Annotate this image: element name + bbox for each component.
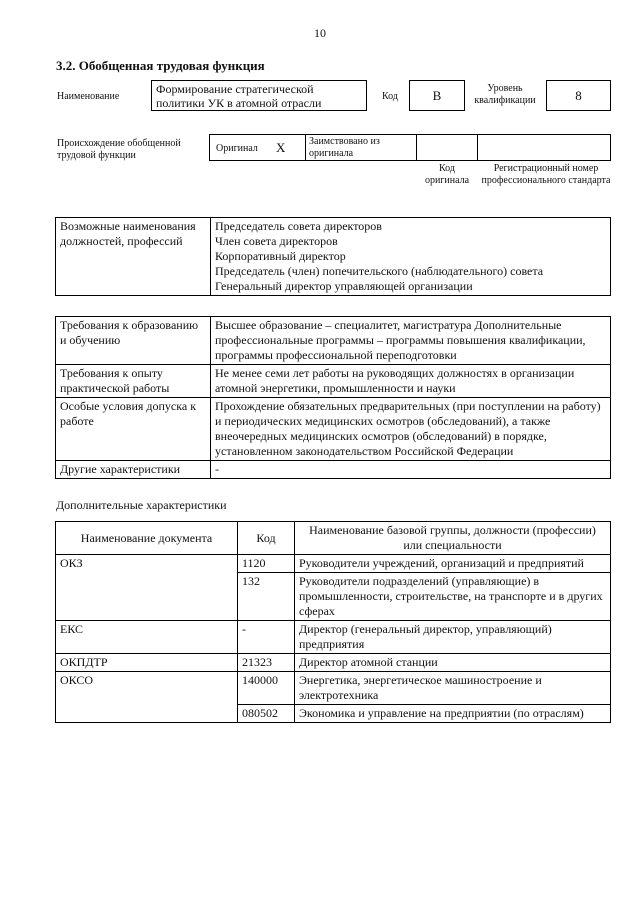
header-document: Наименование документа: [56, 522, 238, 555]
original-cell: [209, 134, 306, 161]
level-label: Уровень квалификации: [474, 83, 536, 106]
requirement-label: Требования к опыту практической работы: [56, 365, 211, 398]
requirement-row: [56, 317, 611, 365]
table-row: [56, 621, 611, 654]
doc-cell: [56, 705, 238, 723]
requirement-row: [56, 398, 611, 461]
original-label: Оригинал: [216, 143, 258, 154]
code-cell: 1120: [238, 555, 295, 573]
table-row: [56, 555, 611, 573]
requirement-row: [56, 365, 611, 398]
code-cell: 080502: [238, 705, 295, 723]
doc-cell: [56, 573, 238, 621]
doc-cell: ЕКС: [56, 621, 238, 654]
page-number: 10: [314, 26, 326, 40]
positions-table: [55, 217, 611, 296]
table-row: [56, 672, 611, 705]
header-group-name: Наименование базовой группы, должности (профессии) или специальности: [295, 522, 611, 555]
code-cell: 132: [238, 573, 295, 621]
code-cell: -: [238, 621, 295, 654]
name-label: Наименование: [57, 91, 120, 102]
position-item: Корпоративный директор: [215, 249, 346, 263]
requirement-value: Прохождение обязательных предварительных (при поступлении на работу) и периодических медицинских осмотров (обследований), а также внеочередных медицинских осмотров (обследований) в порядке, установленном законодательством Российской Федерации: [211, 398, 611, 461]
header-code: Код: [238, 522, 295, 555]
positions-values: [211, 218, 611, 296]
code-cell: 21323: [238, 654, 295, 672]
table-row: [56, 654, 611, 672]
group-cell: Руководители учреждений, организаций и предприятий: [295, 555, 611, 573]
requirement-label: Другие характеристики: [56, 461, 211, 479]
origin-label: Происхождение обобщенной трудовой функции: [57, 138, 181, 161]
requirement-value: -: [211, 461, 611, 479]
requirement-label: Особые условия допуска к работе: [56, 398, 211, 461]
additional-title: Дополнительные характеристики: [56, 498, 227, 512]
group-cell: Директор атомной станции: [295, 654, 611, 672]
doc-cell: ОКЗ: [56, 555, 238, 573]
code-original-box: [416, 134, 478, 161]
group-cell: Энергетика, энергетическое машиностроение и электротехника: [295, 672, 611, 705]
code-cell: 140000: [238, 672, 295, 705]
reg-number-box: [477, 134, 611, 161]
requirement-value: Высшее образование – специалитет, магистратура Дополнительные профессиональные программы – программы повышения квалификации, программы профессиональной переподготовки: [211, 317, 611, 365]
positions-label: Возможные наименования должностей, профессий: [56, 218, 211, 296]
doc-cell: ОКПДТР: [56, 654, 238, 672]
requirement-value: Не менее семи лет работы на руководящих должностях в организации атомной энергетики, промышленности и науки: [211, 365, 611, 398]
code-original-caption: Код оригинала: [424, 163, 470, 186]
position-item: Председатель (член) попечительского (наблюдательного) совета: [215, 264, 544, 278]
section-title: 3.2. Обобщенная трудовая функция: [56, 58, 265, 73]
table-row: [56, 705, 611, 723]
additional-table: [55, 521, 611, 723]
doc-cell: ОКСО: [56, 672, 238, 705]
position-item: Генеральный директор управляющей организации: [215, 279, 473, 293]
code-label: Код: [382, 91, 398, 102]
reg-number-caption: Регистрационный номер профессионального стандарта: [481, 163, 611, 186]
group-cell: Директор (генеральный директор, управляющий) предприятия: [295, 621, 611, 654]
requirements-table: [55, 316, 611, 479]
position-item: Член совета директоров: [215, 234, 338, 248]
group-cell: Экономика и управление на предприятии (по отраслям): [295, 705, 611, 723]
name-value: Формирование стратегической политики УК в атомной отрасли: [151, 80, 367, 111]
requirement-row: [56, 461, 611, 479]
original-mark: X: [276, 140, 286, 155]
requirement-label: Требования к образованию и обучению: [56, 317, 211, 365]
code-value: B: [409, 80, 465, 111]
borrowed-label: Заимствовано из оригинала: [305, 134, 417, 161]
table-row: [56, 573, 611, 621]
position-item: Председатель совета директоров: [215, 219, 382, 233]
level-value: 8: [546, 80, 611, 111]
group-cell: Руководители подразделений (управляющие) в промышленности, строительстве, на транспорте и в других сферах: [295, 573, 611, 621]
